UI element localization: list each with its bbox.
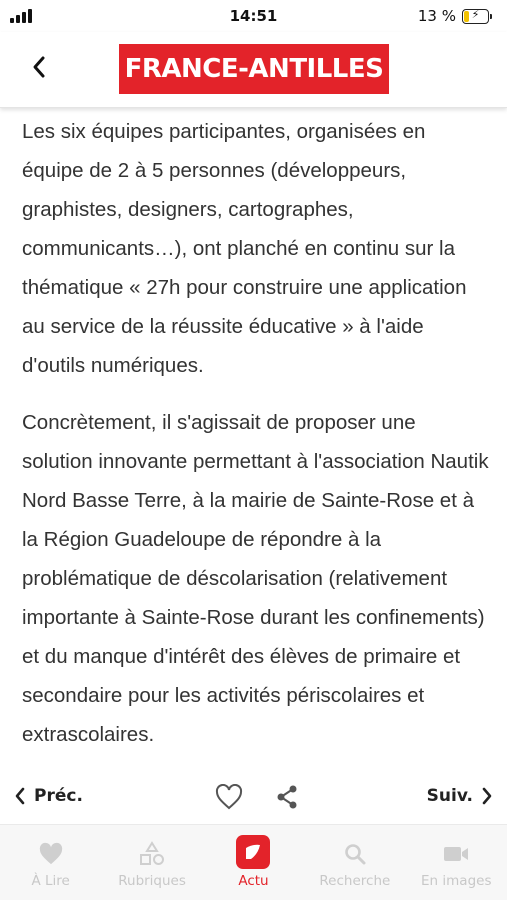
- tab-label: Rubriques: [118, 873, 186, 889]
- app-header: [0, 32, 507, 108]
- tab-en-images[interactable]: [406, 839, 506, 889]
- video-camera-icon: [442, 839, 470, 869]
- status-bar: [0, 0, 507, 32]
- tab-recherche[interactable]: [305, 839, 405, 889]
- search-icon: [343, 839, 367, 869]
- status-time: 14:51: [229, 7, 278, 25]
- favorite-button[interactable]: [212, 780, 246, 814]
- status-right: [418, 7, 489, 25]
- battery-percent: 13 %: [417, 7, 456, 25]
- article-actions: [212, 780, 304, 814]
- article-pager: [0, 772, 507, 820]
- back-button[interactable]: [22, 50, 56, 84]
- tab-label: Recherche: [319, 873, 391, 889]
- chevron-left-icon: [31, 55, 47, 79]
- tab-label: À Lire: [31, 873, 70, 889]
- charging-bolt-icon: ⚡: [471, 7, 480, 21]
- actu-icon: [236, 835, 270, 869]
- tab-actu[interactable]: [203, 839, 303, 889]
- share-icon: [274, 784, 300, 810]
- shapes-icon: [139, 839, 165, 869]
- actu-icon-wrap: [236, 839, 270, 869]
- chevron-left-icon: [14, 787, 26, 805]
- previous-article-button[interactable]: [14, 786, 83, 806]
- previous-label: Préc.: [34, 786, 83, 806]
- tab-label: Actu: [238, 873, 269, 889]
- next-label: Suiv.: [426, 786, 473, 806]
- bottom-tab-bar: [0, 824, 507, 900]
- next-article-button[interactable]: [427, 786, 493, 806]
- battery-icon: [462, 9, 489, 24]
- article-paragraph: Les six équipes participantes, organisées en équipe de 2 à 5 personnes (développeurs, graphistes, designers, cartographes, communicants…), ont planché en continu sur la thématique « 27h pour construire une application au service de la réussite éducative » à l'aide d'outils numériques.: [22, 120, 467, 377]
- tab-label: En images: [421, 873, 492, 889]
- signal-icon: [10, 9, 32, 23]
- france-antilles-logo: [119, 44, 389, 94]
- tab-a-lire[interactable]: [1, 839, 101, 889]
- tab-rubriques[interactable]: [102, 839, 202, 889]
- logo-text: FRANCE-ANTILLES: [124, 54, 384, 84]
- heart-outline-icon: [215, 784, 243, 810]
- chevron-right-icon: [481, 787, 493, 805]
- share-button[interactable]: [270, 780, 304, 814]
- article-body: [22, 112, 490, 772]
- heart-icon: [38, 839, 64, 869]
- article-paragraph: Concrètement, il s'agissait de proposer une solution innovante permettant à l'association Nautik Nord Basse Terre, à la mairie de Sainte-Rose et à la Région Guadeloupe de répondre à la problématique de déscolarisation (relativement importante à Sainte-Rose durant les confinements) et du manque d'intérêt des élèves de primaire et secondaire pour les activités périscolaires et extrascolaires.: [22, 411, 489, 746]
